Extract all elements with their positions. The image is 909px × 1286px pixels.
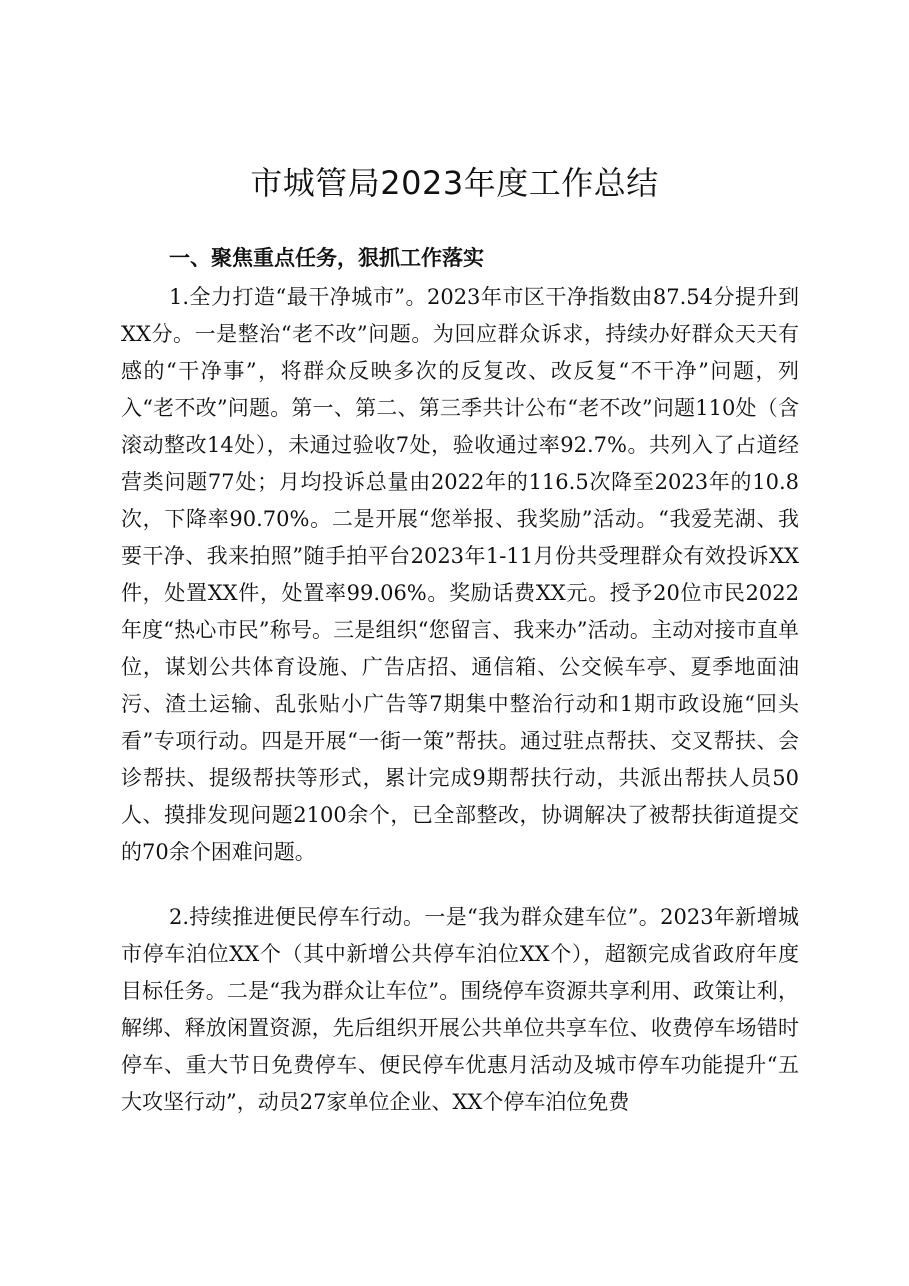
body-paragraph-2: 2.持续推进便民停车行动。一是“我为群众建车位”。2023年新增城市停车泊位XX个（其中新增公共停车泊位XX个），超额完成省政府年度目标任务。二是“我为群众让车位”。围绕停车资源共享利用、政策让利，解绑、释放闲置资源，先后组织开展公共单位共享车位、收费停车场错时停车、重大节日免费停车、便民停车优惠月活动及城市停车功能提升“五大攻坚行动”，动员27家单位企业、XX个停车泊位免费 — [121, 905, 799, 1114]
document-title: 市城管局2023年度工作总结 — [250, 164, 659, 202]
body-paragraph-1: 1.全力打造“最干净城市”。2023年市区干净指数由87.54分提升到XX分。一是整治“老不改”问题。为回应群众诉求，持续办好群众天天有感的“干净事”，将群众反映多次的反复改、改反复“不干净”问题，列入“老不改”问题。第一、第二、第三季共计公布“老不改”问题110处（含滚动整改14处），未通过验收7处，验收通过率92.7%。共列入了占道经营类问题77处；月均投诉总量由2022年的116.5次降至2023年的10.8次，下降率90.70%。二是开展“您举报、我奖励”活动。“我爱芜湖、我要干净、我来拍照”随手拍平台2023年1-11月份共受理群众有效投诉XX件，处置XX件，处置率99.06%。奖励话费XX元。授予20位市民2022年度“热心市民”称号。三是组织“您留言、我来办”活动。主动对接市直单位，谋划公共体育设施、广告店招、通信箱、公交候车亭、夏季地面油污、渣土运输、乱张贴小广告等7期集中整治行动和1期市政设施“回头看”专项行动。四是开展“一街一策”帮扶。通过驻点帮扶、交叉帮扶、会诊帮扶、提级帮扶等形式，累计完成9期帮扶行动，共派出帮扶人员50人、摸排发现问题2100余个，已全部整改，协调解决了被帮扶街道提交的70余个困难问题。 — [121, 285, 799, 864]
section-heading: 一、聚焦重点任务，狠抓工作落实 — [169, 246, 484, 270]
